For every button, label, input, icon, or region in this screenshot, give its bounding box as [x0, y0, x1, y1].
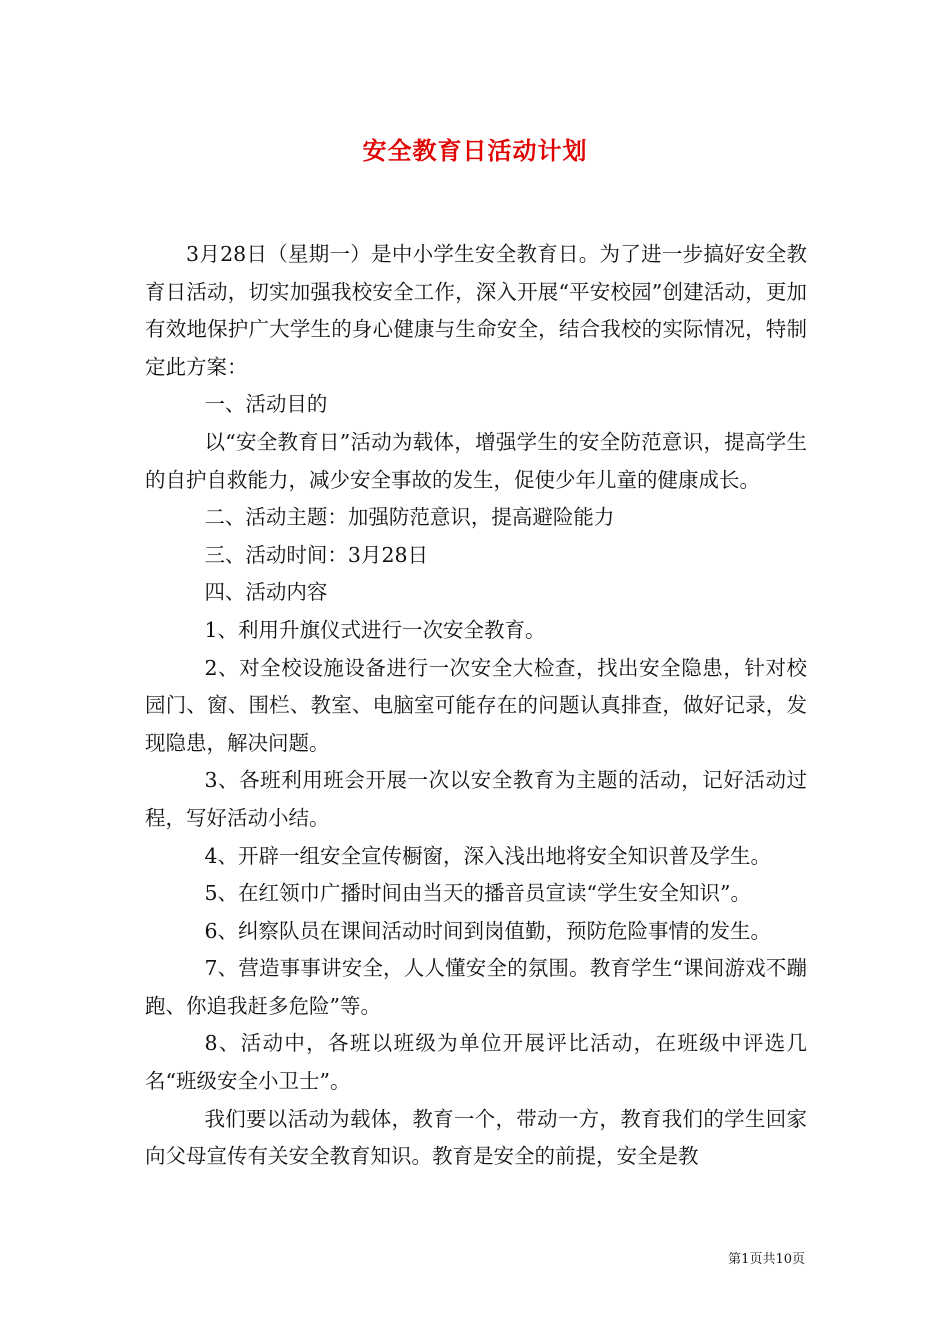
content-item-3: 3、各班利用班会开展一次以安全教育为主题的活动，记好活动过程，写好活动小结。 — [145, 768, 807, 830]
content-item-1: 1、利用升旗仪式进行一次安全教育。 — [204, 617, 546, 642]
paragraph-purpose: 以“安全教育日”活动为载体，增强学生的安全防范意识，提高学生的自护自救能力，减少安全事故的发生，促使少年儿童的健康成长。 — [145, 429, 807, 492]
heading-purpose: 一、活动目的 — [204, 392, 328, 417]
document-title: 安全教育日活动计划 — [362, 136, 588, 165]
document-body — [145, 236, 807, 1176]
content-item-4: 4、开辟一组安全宣传橱窗，深入浅出地将安全知识普及学生。 — [204, 843, 771, 868]
heading-content: 四、活动内容 — [204, 580, 328, 605]
heading-time: 三、活动时间：3月28日 — [204, 542, 429, 567]
content-item-5: 5、在红领巾广播时间由当天的播音员宣读“学生安全知识”。 — [204, 881, 751, 906]
content-item-2: 2、对全校设施设备进行一次安全大检查，找出安全隐患，针对校园门、窗、围栏、教室、电脑室可能存在的问题认真排查，做好记录，发现隐患，解决问题。 — [145, 655, 807, 755]
paragraph-intro: 3月28日（星期一）是中小学生安全教育日。为了进一步搞好安全教育日活动，切实加强我校安全工作，深入开展“平安校园”创建活动，更加有效地保护广大学生的身心健康与生命安全，结合我校的实际情况，特制定此方案： — [145, 242, 807, 379]
page-number-footer: 第1页共10页 — [728, 1252, 805, 1267]
content-item-6: 6、纠察队员在课间活动时间到岗值勤，预防危险事情的发生。 — [204, 918, 771, 943]
content-item-7: 7、营造事事讲安全，人人懂安全的氛围。教育学生“课间游戏不蹦跑、你追我赶多危险”等。 — [145, 956, 807, 1018]
paragraph-closing: 我们要以活动为载体，教育一个，带动一方，教育我们的学生回家向父母宣传有关安全教育知识。教育是安全的前提，安全是教 — [145, 1106, 807, 1169]
content-item-8: 8、活动中，各班以班级为单位开展评比活动，在班级中评选几名“班级安全小卫士”。 — [145, 1031, 807, 1094]
heading-theme: 二、活动主题：加强防范意识，提高避险能力 — [204, 505, 615, 530]
